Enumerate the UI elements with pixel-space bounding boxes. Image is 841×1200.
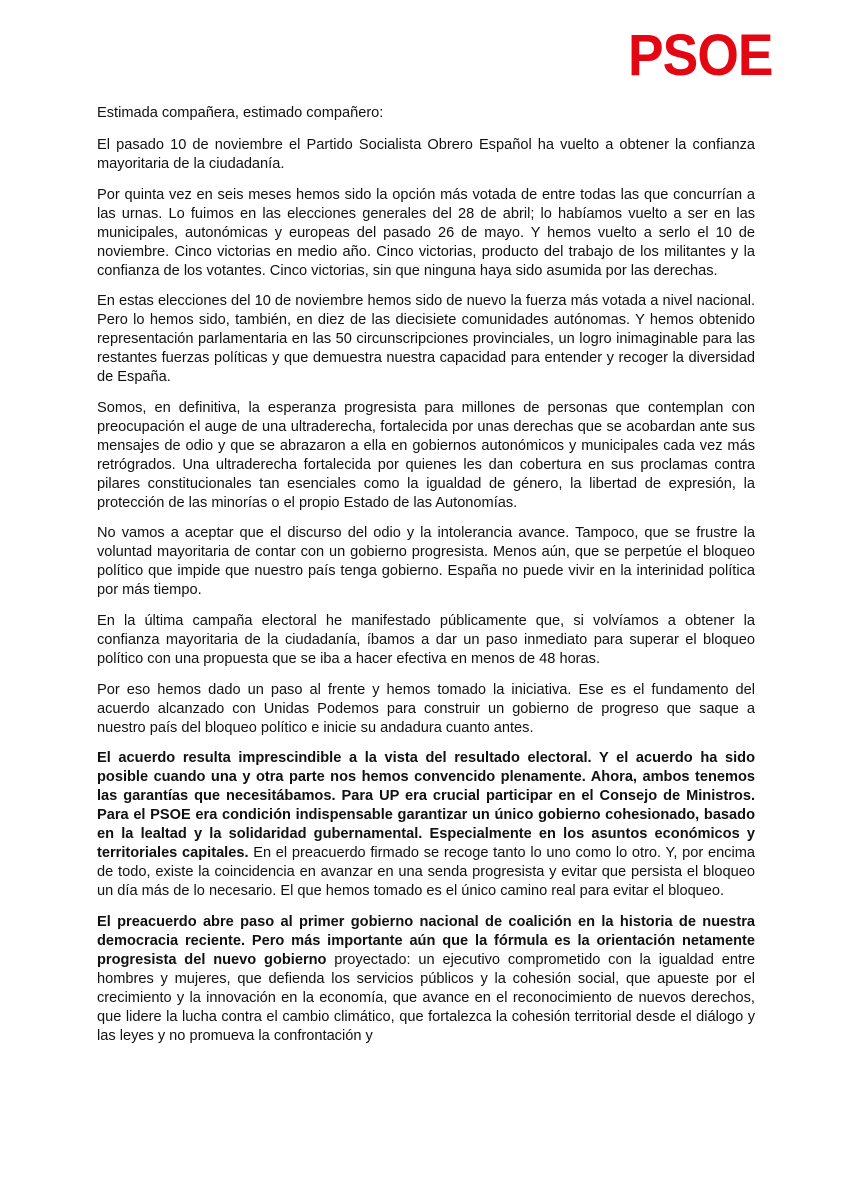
paragraph-8-text: En el preacuerdo firmado se recoge tanto lo uno como lo otro. Y, por encima de todo, existe la coincidencia en avanzar en una senda progresista y evitar que persista el bloqueo un día más de lo necesario. El que hemos tomado es el único camino real para evitar el bloqueo. — [97, 845, 755, 900]
paragraph-5: No vamos a aceptar que el discurso del odio y la intolerancia avance. Tampoco, que se frustre la voluntad mayoritaria de contar con un gobierno progresista. Menos aún, que se perpetúe el bloqueo político que impide que nuestro país tenga gobierno. España no puede vivir en la interinidad política por más tiempo. — [97, 525, 755, 599]
paragraph-1: El pasado 10 de noviembre el Partido Socialista Obrero Español ha vuelto a obtener la confianza mayoritaria de la ciudadanía. — [97, 137, 755, 172]
paragraph-3: En estas elecciones del 10 de noviembre hemos sido de nuevo la fuerza más votada a nivel nacional. Pero lo hemos sido, también, en diez de las diecisiete comunidades autónomas. Y hemos obtenido representación parlamentaria en las 50 circunscripciones provinciales, un logro inimaginable para las restantes fuerzas políticas y que demuestra nuestra capacidad para entender y recoger la diversidad de España. — [97, 293, 755, 386]
paragraph-8 — [97, 749, 755, 901]
psoe-logo: PSOE — [628, 23, 773, 88]
paragraph-2: Por quinta vez en seis meses hemos sido la opción más votada de entre todas las que concurrían a las urnas. Lo fuimos en las elecciones generales del 28 de abril; lo habíamos vuelto a ser en las municipales, autonómicas y europeas del pasado 26 de mayo. Y hemos vuelto a serlo el 10 de noviembre. Cinco victorias en medio año. Cinco victorias, producto del trabajo de los militantes y la confianza de los votantes. Cinco victorias, sin que ninguna haya sido asumida por las derechas. — [97, 186, 755, 279]
paragraph-9 — [97, 913, 755, 1046]
paragraph-9-text: proyectado: un ejecutivo comprometido con la igualdad entre hombres y mujeres, que defienda los servicios públicos y la cohesión social, que apueste por el crecimiento y la innovación en la economía, que avance en el reconocimiento de nuevos derechos, que lidere la lucha contra el cambio climático, que fortalezca la cohesión territorial desde el diálogo y las leyes y no promueva la confrontación y — [97, 951, 756, 1044]
letter-body — [97, 104, 755, 1057]
paragraph-7: Por eso hemos dado un paso al frente y hemos tomado la iniciativa. Ese es el fundamento del acuerdo alcanzado con Unidas Podemos para construir un gobierno de progreso que saque a nuestro país del bloqueo político e inicie su andadura cuanto antes. — [97, 681, 755, 736]
paragraph-6: En la última campaña electoral he manifestado públicamente que, si volvíamos a obtener la confianza mayoritaria de la ciudadanía, íbamos a dar un paso inmediato para superar el bloqueo político con una propuesta que se iba a hacer efectiva en menos de 48 horas. — [97, 612, 755, 667]
paragraph-8-bold: El acuerdo resulta imprescindible a la vista del resultado electoral. Y el acuerdo ha sido posible cuando una y otra parte nos hemos convencido plenamente. Ahora, ambos tenemos las garantías que necesitábamos. Para UP era crucial participar en el Consejo de Ministros. Para el PSOE era condición indispensable garantizar un único gobierno cohesionado, basado en la lealtad y la solidaridad gubernamental. Especialmente en los asuntos económicos y territoriales capitales. — [97, 750, 755, 862]
paragraph-9-bold: El preacuerdo abre paso al primer gobierno nacional de coalición en la historia de nuestra democracia reciente. Pero más importante aún que la fórmula es la orientación netamente progresista del nuevo gobierno — [97, 913, 755, 968]
paragraph-4: Somos, en definitiva, la esperanza progresista para millones de personas que contemplan con preocupación el auge de una ultraderecha, fortalecida por unas derechas que se acobardan ante sus mensajes de odio y que se abrazaron a ella en gobiernos autonómicos y municipales cada vez más retrógrados. Una ultraderecha fortalecida por quienes les dan cobertura en sus proclamas contra pilares constitucionales tan esenciales como la igualdad de género, la libertad de expresión, la protección de las minorías o el propio Estado de las Autonomías. — [97, 399, 755, 511]
greeting: Estimada compañera, estimado compañero: — [97, 105, 384, 121]
